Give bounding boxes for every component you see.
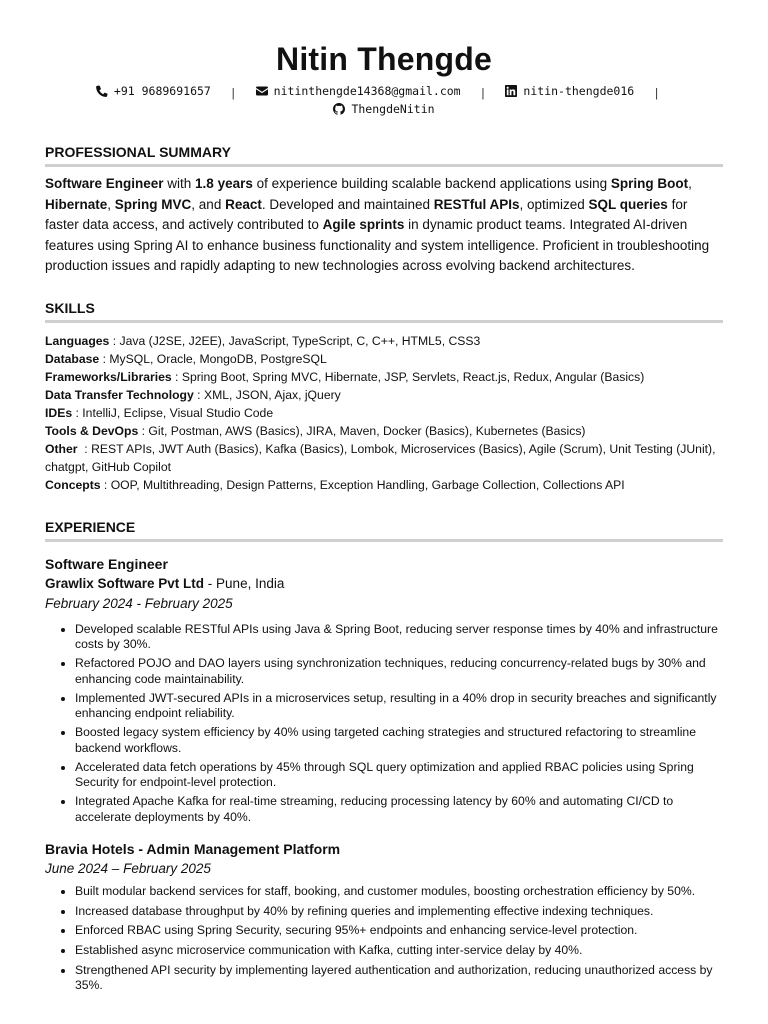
- list-item: • Built modular backend services for staff, booking, and customer modules, boosting orchestration efficiency by 50%.: [75, 884, 723, 900]
- summary-highlight: Spring MVC: [114, 196, 192, 212]
- list-item: • Refactored POJO and DAO layers using synchronization techniques, reducing concurrency-related bugs by 30% and enhancing code maintainability.: [75, 656, 723, 687]
- list-item: • Accelerated data fetch operations by 45% through SQL query optimization and applied RBAC policies using Spring Security for endpoint-level protection.: [75, 760, 723, 791]
- skill-row-database: Database : MySQL, Oracle, MongoDB, PostgreSQL: [45, 351, 327, 366]
- list-item: • Established async microservice communication with Kafka, cutting inter-service delay by 40%.: [75, 943, 723, 959]
- contact-email-text: nitinthengde14368@gmail.com: [273, 84, 461, 98]
- skill-value: Spring Boot, Spring MVC, Hibernate, JSP, Servlets, React.js, Redux, Angular (Basics): [181, 369, 645, 384]
- skill-value: Java (J2SE, J2EE), JavaScript, TypeScript, C, C++, HTML5, CSS3: [119, 333, 481, 348]
- envelope-icon: [256, 85, 268, 97]
- skill-value: Git, Postman, AWS (Basics), JIRA, Maven, Docker (Basics), Kubernetes (Basics): [148, 423, 586, 438]
- skill-value: REST APIs, JWT Auth (Basics), Kafka (Basics), Lombok, Microservices (Basics), Agile (Scrum), Unit Testing (JUnit), chatgpt, GitHub Copilot: [45, 441, 716, 474]
- project-title: Bravia Hotels - Admin Management Platform: [45, 841, 341, 857]
- contact-github[interactable]: [333, 101, 434, 117]
- skill-key: Database: [45, 351, 100, 366]
- summary-run: ,: [688, 176, 692, 191]
- github-icon: [333, 103, 345, 115]
- skill-row-ides: IDEs : IntelliJ, Eclipse, Visual Studio Code: [45, 405, 274, 420]
- skills-section: [45, 299, 723, 494]
- skill-row-frameworks: Frameworks/Libraries : Spring Boot, Spring MVC, Hibernate, JSP, Servlets, React.js, Redux, Angular (Basics): [45, 369, 645, 384]
- summary-run: ,: [107, 196, 115, 212]
- summary-run: of experience building scalable backend applications using: [252, 176, 611, 191]
- skill-key: Frameworks/Libraries: [45, 369, 172, 384]
- skill-key: IDEs: [45, 405, 73, 420]
- list-item: • Strengthened API security by implementing layered authentication and authorization, reducing unauthorized access by 35%.: [75, 963, 723, 994]
- skill-value: MySQL, Oracle, MongoDB, PostgreSQL: [109, 351, 327, 366]
- project-bullets: [45, 884, 723, 994]
- summary-run: with: [163, 176, 196, 191]
- skill-key: Languages: [45, 333, 110, 348]
- summary-text: [45, 174, 723, 277]
- skill-value: OOP, Multithreading, Design Patterns, Exception Handling, Garbage Collection, Collections API: [110, 477, 625, 492]
- skill-key: Concepts: [45, 477, 101, 492]
- skills-list: [45, 332, 723, 494]
- skill-row-tools: Tools & DevOps : Git, Postman, AWS (Basics), JIRA, Maven, Docker (Basics), Kubernetes (Basics): [45, 423, 586, 438]
- summary-run: for faster data access, and actively contributed to: [45, 196, 688, 232]
- company-line: [45, 574, 723, 594]
- summary-run: , optimized: [519, 196, 589, 212]
- contact-github-text: ThengdeNitin: [351, 102, 435, 116]
- summary-section: [45, 143, 723, 277]
- summary-run: , and: [191, 196, 226, 212]
- skill-row-data-transfer: Data Transfer Technology : XML, JSON, Ajax, jQuery: [45, 387, 341, 402]
- project-entry: [45, 839, 723, 994]
- summary-heading: PROFESSIONAL SUMMARY: [45, 143, 723, 167]
- list-item: • Increased database throughput by 40% by refining queries and implementing effective indexing techniques.: [75, 904, 723, 920]
- list-item: • Boosted legacy system efficiency by 40% using targeted caching strategies and structured refactoring to streamline backend workflows.: [75, 725, 723, 756]
- summary-highlight: 1.8 years: [195, 176, 253, 191]
- job-dates: February 2024 - February 2025: [45, 595, 233, 611]
- contact-email[interactable]: [256, 83, 461, 99]
- contact-linkedin[interactable]: [505, 83, 634, 99]
- list-item: • Enforced RBAC using Spring Security, securing 95%+ endpoints and enhancing service-level protection.: [75, 923, 723, 939]
- skill-value: XML, JSON, Ajax, jQuery: [203, 387, 341, 402]
- summary-run: . Developed and maintained: [261, 196, 434, 212]
- experience-heading: EXPERIENCE: [45, 518, 723, 542]
- summary-highlight: SQL queries: [588, 196, 668, 212]
- contact-separator: |: [479, 86, 487, 100]
- summary-highlight: React: [225, 196, 262, 212]
- summary-highlight: Software Engineer: [45, 176, 164, 191]
- company-location: - Pune, India: [204, 575, 285, 591]
- experience-section: [45, 518, 723, 994]
- summary-highlight: Spring Boot: [610, 176, 689, 191]
- contact-phone[interactable]: [96, 83, 211, 99]
- company-name: Grawlix Software Pvt Ltd: [45, 575, 205, 591]
- project-dates: June 2024 – February 2025: [45, 861, 211, 876]
- summary-run: in dynamic product teams. Integrated AI-driven features using Spring AI to enhance business functionality and system intelligence. Proficient in troubleshooting production issues and rapidly adapting to new technologies across evolving backend architectures.: [45, 217, 710, 273]
- list-item: • Developed scalable RESTful APIs using Java & Spring Boot, reducing server response times by 40% and infrastructure costs by 30%.: [75, 622, 723, 653]
- contact-phone-text: +91 9689691657: [113, 84, 211, 98]
- skill-row-concepts: Concepts : OOP, Multithreading, Design Patterns, Exception Handling, Garbage Collection, Collections API: [45, 477, 625, 492]
- job-entry: [45, 554, 723, 826]
- skill-row-other: Other : REST APIs, JWT Auth (Basics), Kafka (Basics), Lombok, Microservices (Basics), Agile (Scrum), Unit Testing (JUnit), chatgpt, GitHub Copilot: [45, 441, 716, 474]
- summary-highlight: RESTful APIs: [433, 196, 520, 212]
- list-item: • Implemented JWT-secured APIs in a microservices setup, resulting in a 40% drop in security breaches and significantly enhancing endpoint reliability.: [75, 691, 723, 722]
- skill-key: Tools & DevOps: [45, 423, 139, 438]
- contact-linkedin-text: nitin-thengde016: [523, 84, 635, 98]
- phone-icon: [96, 85, 108, 97]
- contact-bar: [45, 83, 723, 119]
- contact-separator: |: [229, 86, 237, 100]
- job-bullets: [45, 622, 723, 826]
- summary-highlight: Hibernate: [45, 196, 108, 212]
- list-item: • Integrated Apache Kafka for real-time streaming, reducing processing latency by 60% and automating CI/CD to accelerate deployments by 40%.: [75, 794, 723, 825]
- skill-key: Data Transfer Technology: [45, 387, 194, 402]
- skill-key: Other: [45, 441, 78, 456]
- job-title: Software Engineer: [45, 555, 168, 572]
- contact-separator: |: [653, 86, 661, 100]
- summary-highlight: Agile sprints: [322, 217, 405, 232]
- skill-row-languages: Languages : Java (J2SE, J2EE), JavaScript, TypeScript, C, C++, HTML5, CSS3: [45, 333, 481, 348]
- skill-value: IntelliJ, Eclipse, Visual Studio Code: [82, 405, 274, 420]
- candidate-name: Nitin Thengde: [276, 41, 492, 77]
- linkedin-icon: [505, 85, 517, 97]
- skills-heading: SKILLS: [45, 299, 723, 323]
